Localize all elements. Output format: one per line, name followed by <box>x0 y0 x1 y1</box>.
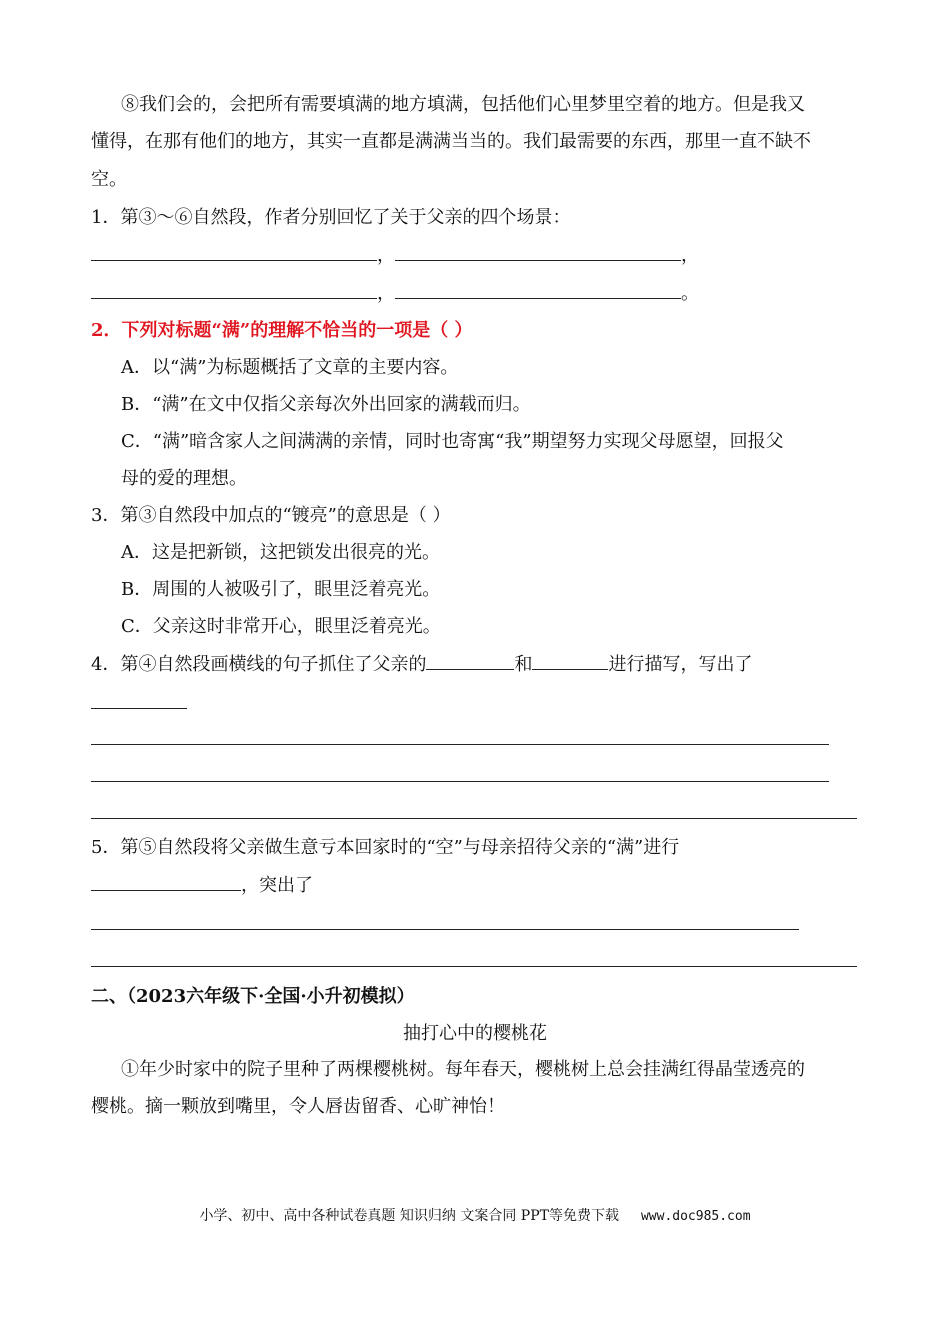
paragraph-8-line-2: 懂得，在那有他们的地方，其实一直都是满满当当的。我们最需要的东西，那里一直不缺不 <box>91 131 811 152</box>
question-2-option-b: B．“满”在文中仅指父亲每次外出回家的满载而归。 <box>121 394 531 415</box>
question-1: 1．第③～⑥自然段，作者分别回忆了关于父亲的四个场景： <box>91 207 571 228</box>
answer-line[interactable] <box>91 708 187 709</box>
page-footer <box>0 1206 950 1227</box>
question-2-option-c-line-1: C．“满”暗含家人之间满满的亲情，同时也寄寓“我”期望努力实现父母愿望，回报父 <box>121 431 784 452</box>
footer-text: 小学、初中、高中各种试卷真题 知识归纳 文案合同 PPT等免费下载 <box>199 1208 619 1224</box>
answer-line[interactable] <box>91 929 799 930</box>
question-1-blanks-row-1: ， ， <box>91 242 699 269</box>
answer-line[interactable] <box>91 781 829 782</box>
answer-blank[interactable] <box>91 872 241 891</box>
answer-line[interactable] <box>91 744 829 745</box>
answer-blank[interactable] <box>91 242 377 261</box>
answer-blank[interactable] <box>395 280 681 299</box>
passage-paragraph-1-line-1: ①年少时家中的院子里种了两棵樱桃树。每年春天，樱桃树上总会挂满红得晶莹透亮的 <box>121 1059 805 1080</box>
question-3-option-a: A．这是把新锁，这把锁发出很亮的光。 <box>121 542 440 563</box>
passage-paragraph-1-line-2: 樱桃。摘一颗放到嘴里，令人唇齿留香、心旷神怡！ <box>91 1096 505 1117</box>
answer-blank[interactable] <box>395 242 681 261</box>
question-3: 3．第③自然段中加点的“镀亮”的意思是（ ） <box>91 505 451 526</box>
passage-title: 抽打心中的樱桃花 <box>403 1023 547 1044</box>
footer-url[interactable]: www.doc985.com <box>640 1209 751 1224</box>
question-2-option-a: A．以“满”为标题概括了文章的主要内容。 <box>121 357 459 378</box>
answer-blank[interactable] <box>532 651 608 670</box>
question-3-option-b: B．周围的人被吸引了，眼里泛着亮光。 <box>121 579 441 600</box>
answer-line[interactable] <box>91 966 857 967</box>
section-2-heading: 二、（2023六年级下·全国·小升初模拟） <box>91 986 415 1007</box>
paragraph-8-line-1: ⑧我们会的，会把所有需要填满的地方填满，包括他们心里梦里空着的地方。但是我又 <box>121 94 805 115</box>
question-5-blank-row: ，突出了 <box>91 872 313 899</box>
answer-blank[interactable] <box>426 651 514 670</box>
paragraph-8-line-3: 空。 <box>91 169 127 190</box>
question-2: 2．下列对标题“满”的理解不恰当的一项是（ ） <box>91 320 473 341</box>
question-2-option-c-line-2: 母的爱的理想。 <box>121 468 247 489</box>
question-1-blanks-row-2: ， 。 <box>91 280 699 307</box>
question-4: 4．第④自然段画横线的句子抓住了父亲的 和 进行描写，写出了 <box>91 651 752 678</box>
answer-line[interactable] <box>91 818 857 819</box>
answer-blank[interactable] <box>91 280 377 299</box>
question-3-option-c: C．父亲这时非常开心，眼里泛着亮光。 <box>121 616 441 637</box>
question-5: 5．第⑤自然段将父亲做生意亏本回家时的“空”与母亲招待父亲的“满”进行 <box>91 837 680 858</box>
